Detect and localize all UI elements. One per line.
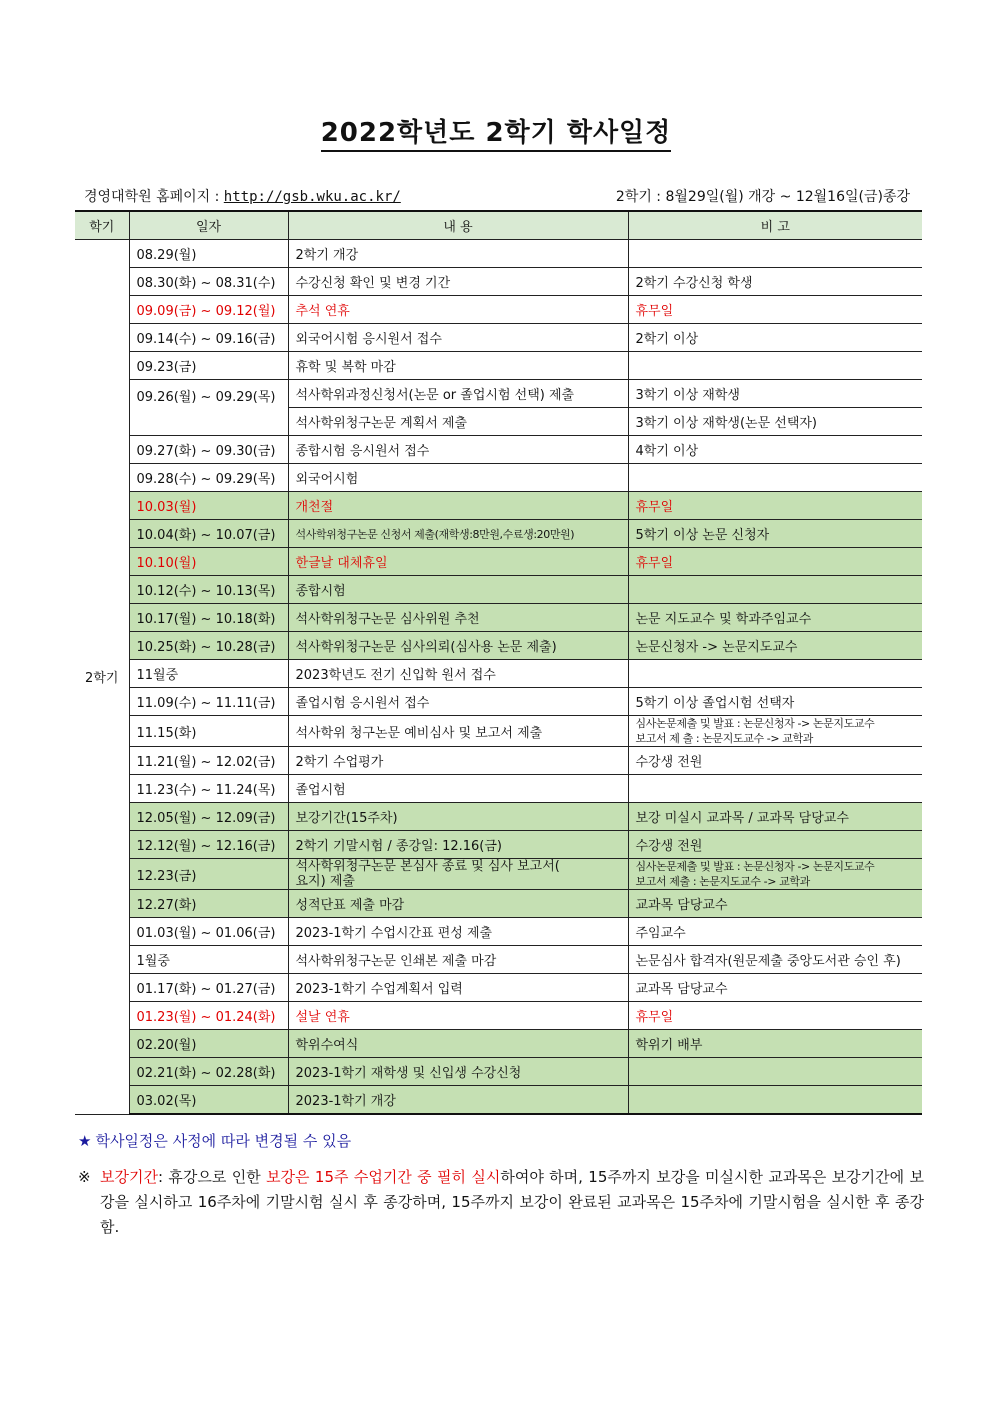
content-cell: 설날 연휴 [288,1002,628,1030]
note-cell: 교과목 담당교수 [628,974,922,1002]
note-cell [628,240,922,268]
table-row [75,1030,922,1058]
note-cell: 심사논문제출 및 발표 : 논문신청자 -> 논문지도교수 보고서 제출 : 논문지도교수 -> 교학과 [628,859,922,890]
note-cell: 논문심사 합격자(원문제출 중앙도서관 승인 후) [628,946,922,974]
note-cell: 휴무일 [628,1002,922,1030]
note-cell [628,464,922,492]
table-row [75,576,922,604]
content-cell: 추석 연휴 [288,296,628,324]
note-cell: 보강 미실시 교과목 / 교과목 담당교수 [628,803,922,831]
semester-cell: 2학기 [75,240,129,1115]
table-row [75,688,922,716]
note-cell: 5학기 이상 졸업시험 선택자 [628,688,922,716]
note-cell: 휴무일 [628,492,922,520]
content-cell: 2023-1학기 수업시간표 편성 제출 [288,918,628,946]
date-cell: 01.17(화) ~ 01.27(금) [129,974,288,1002]
table-row [75,324,922,352]
content-cell: 석사학위청구논문 인쇄본 제출 마감 [288,946,628,974]
content-cell: 2023-1학기 수업계획서 입력 [288,974,628,1002]
table-row [75,352,922,380]
table-row [75,520,922,548]
date-cell: 11월중 [129,660,288,688]
reference-mark-icon: ※ [78,1168,91,1186]
date-cell: 09.14(수) ~ 09.16(금) [129,324,288,352]
date-cell: 01.03(월) ~ 01.06(금) [129,918,288,946]
table-row [75,464,922,492]
table-row [75,775,922,803]
table-row [75,747,922,775]
header-note: 비 고 [628,211,922,240]
homepage-info: 경영대학원 홈페이지 : http://gsb.wku.ac.kr/ [84,189,401,205]
date-cell: 10.12(수) ~ 10.13(목) [129,576,288,604]
table-row [75,1002,922,1030]
note-cell: 5학기 이상 논문 신청자 [628,520,922,548]
date-cell: 10.25(화) ~ 10.28(금) [129,632,288,660]
date-cell: 10.03(월) [129,492,288,520]
content-cell: 한글날 대체휴일 [288,548,628,576]
note-cell: 3학기 이상 재학생(논문 선택자) [628,408,922,436]
header-semester: 학기 [75,211,129,240]
date-cell: 12.23(금) [129,859,288,890]
date-cell: 10.17(월) ~ 10.18(화) [129,604,288,632]
homepage-link[interactable]: http://gsb.wku.ac.kr/ [223,189,401,205]
content-cell: 성적단표 제출 마감 [288,890,628,918]
content-cell: 수강신청 확인 및 변경 기간 [288,268,628,296]
note-cell [628,352,922,380]
table-row [75,946,922,974]
date-cell: 02.20(월) [129,1030,288,1058]
content-cell: 2학기 개강 [288,240,628,268]
content-cell: 석사학위청구논문 본심사 종료 및 심사 보고서( 요지) 제출 [288,859,628,890]
table-row [75,974,922,1002]
table-row [75,632,922,660]
date-cell: 12.27(화) [129,890,288,918]
content-cell: 석사학위 청구논문 예비심사 및 보고서 제출 [288,716,628,747]
content-cell: 석사학위청구논문 계획서 제출 [288,408,628,436]
content-cell: 석사학위청구논문 심사의뢰(심사용 논문 제출) [288,632,628,660]
note-cell: 휴무일 [628,548,922,576]
content-cell: 학위수여식 [288,1030,628,1058]
note-cell: 3학기 이상 재학생 [628,380,922,408]
schedule-table [75,210,922,1115]
header-date: 일자 [129,211,288,240]
note-cell: 휴무일 [628,296,922,324]
header-content: 내 용 [288,211,628,240]
content-cell: 2023학년도 전기 신입학 원서 접수 [288,660,628,688]
date-cell: 11.21(월) ~ 12.02(금) [129,747,288,775]
table-row [75,890,922,918]
content-cell: 외국어시험 [288,464,628,492]
date-cell: 09.27(화) ~ 09.30(금) [129,436,288,464]
content-cell: 외국어시험 응시원서 접수 [288,324,628,352]
note-cell: 교과목 담당교수 [628,890,922,918]
content-cell: 졸업시험 응시원서 접수 [288,688,628,716]
table-row [75,859,922,890]
table-row [75,380,922,408]
table-row [75,716,922,747]
date-cell: 10.04(화) ~ 10.07(금) [129,520,288,548]
schedule-change-note: ★ 학사일정은 사정에 따라 변경될 수 있음 [78,1132,352,1150]
note-cell [628,576,922,604]
date-cell: 08.30(화) ~ 08.31(수) [129,268,288,296]
date-cell: 11.23(수) ~ 11.24(목) [129,775,288,803]
table-row [75,831,922,859]
note-cell: 2학기 수강신청 학생 [628,268,922,296]
content-cell: 휴학 및 복학 마감 [288,352,628,380]
notes [78,1130,924,1240]
content-cell: 개천절 [288,492,628,520]
content-cell: 종합시험 응시원서 접수 [288,436,628,464]
note-cell [628,660,922,688]
content-cell: 2학기 수업평가 [288,747,628,775]
note-cell: 수강생 전원 [628,747,922,775]
table-row [75,1086,922,1115]
table-row [75,548,922,576]
content-cell: 석사학위청구논문 심사위원 추천 [288,604,628,632]
date-cell: 09.26(월) ~ 09.29(목) [129,380,288,436]
note-cell: 4학기 이상 [628,436,922,464]
table-row [75,660,922,688]
table-row [75,604,922,632]
note-cell: 주임교수 [628,918,922,946]
note-cell: 학위기 배부 [628,1030,922,1058]
date-cell: 10.10(월) [129,548,288,576]
date-cell: 11.09(수) ~ 11.11(금) [129,688,288,716]
makeup-class-note: ※ 보강기간: 휴강으로 인한 보강은 15주 수업기간 중 필히 실시하여야 하며, 15주까지 보강을 미실시한 교과목은 보강기간에 보강을 실시하고 16주차에 기말시험 실시 후 종강하며, 15주까지 보강이 완료된 교과목은 15주차에 기말시험을 실시한 후 종강함. [78,1165,924,1240]
date-cell: 03.02(목) [129,1086,288,1115]
content-cell: 보강기간(15주차) [288,803,628,831]
content-cell: 2학기 기말시험 / 종강일: 12.16(금) [288,831,628,859]
date-cell: 1월중 [129,946,288,974]
date-cell: 01.23(월) ~ 01.24(화) [129,1002,288,1030]
page-title: 2022학년도 2학기 학사일정 [0,112,992,149]
note-cell [628,775,922,803]
content-cell: 2023-1학기 개강 [288,1086,628,1115]
note-cell: 논문 지도교수 및 학과주임교수 [628,604,922,632]
date-cell: 09.09(금) ~ 09.12(월) [129,296,288,324]
content-cell: 종합시험 [288,576,628,604]
table-row [75,803,922,831]
date-cell: 12.12(월) ~ 12.16(금) [129,831,288,859]
note-cell [628,1086,922,1115]
table-row [75,268,922,296]
table-row [75,918,922,946]
content-cell: 석사학위과정신청서(논문 or 졸업시험 선택) 제출 [288,380,628,408]
table-row [75,436,922,464]
table-row [75,492,922,520]
date-cell: 11.15(화) [129,716,288,747]
note-cell: 2학기 이상 [628,324,922,352]
content-cell: 석사학위청구논문 신청서 제출(재학생:8만원,수료생:20만원) [288,520,628,548]
table-header [75,211,922,240]
note-cell [628,1058,922,1086]
table-row [75,296,922,324]
table-row [75,1058,922,1086]
note-cell: 수강생 전원 [628,831,922,859]
subheader [84,186,910,206]
date-cell: 08.29(월) [129,240,288,268]
table-row [75,240,922,268]
content-cell: 졸업시험 [288,775,628,803]
date-cell: 12.05(월) ~ 12.09(금) [129,803,288,831]
term-info: 2학기 : 8월29일(월) 개강 ~ 12월16일(금)종강 [615,189,910,205]
date-cell: 09.28(수) ~ 09.29(목) [129,464,288,492]
date-cell: 09.23(금) [129,352,288,380]
date-cell: 02.21(화) ~ 02.28(화) [129,1058,288,1086]
note-cell: 심사논문제출 및 발표 : 논문신청자 -> 논문지도교수 보고서 제 출 : 논문지도교수 -> 교학과 [628,716,922,747]
content-cell: 2023-1학기 재학생 및 신입생 수강신청 [288,1058,628,1086]
note-cell: 논문신청자 -> 논문지도교수 [628,632,922,660]
star-icon: ★ [78,1132,92,1150]
